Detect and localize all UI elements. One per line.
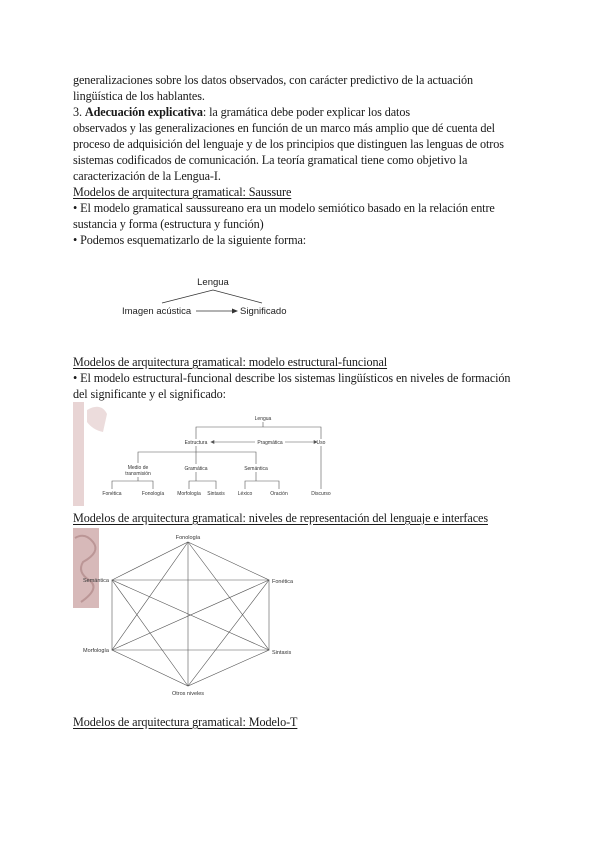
bullet-line: del significante y el significado: — [73, 387, 226, 401]
tree-node-uso: Uso — [316, 440, 326, 446]
level-label-semantica: Semántica — [83, 578, 109, 584]
level-label-fonologia: Fonología — [175, 535, 201, 541]
texture-strip — [73, 528, 99, 608]
item-3-line — [73, 104, 410, 120]
tree-edges — [112, 422, 321, 489]
texture-strip — [73, 402, 84, 506]
tree-node-estructura: Estructura — [184, 440, 208, 446]
bullet-line: • El modelo gramatical saussureano era un modelo semiótico basado en la relación entre — [73, 201, 495, 215]
arrow-head-icon — [232, 309, 238, 314]
section-heading-model-t: Modelos de arquitectura gramatical: Modelo-T — [73, 715, 298, 729]
tree-leaf-morfologia: Morfología — [177, 491, 201, 497]
tree-leaf-fonetica: Fonética — [102, 491, 122, 497]
tree-node-semantica: Semántica — [244, 466, 268, 472]
tree-node-pragmatica: Pragmática — [257, 440, 283, 446]
tree-node-lengua: Lengua — [254, 416, 272, 422]
bullet-line: sustancia y forma (estructura y función) — [73, 217, 264, 231]
paragraph-line: generalizaciones sobre los datos observados, con carácter predictivo de la actuación — [73, 73, 474, 87]
tree-leaf-oracion: Oración — [270, 491, 288, 497]
tree-leaf-fonologia: Fonología — [141, 491, 165, 497]
texture-mark — [87, 407, 107, 432]
section-heading-saussure: Modelos de arquitectura gramatical: Saussure — [73, 185, 292, 199]
hexagram-edges — [112, 542, 269, 686]
bullet-line: • Podemos esquematizarlo de la siguiente forma: — [73, 233, 307, 247]
section-heading-structural: Modelos de arquitectura gramatical: modelo estructural-funcional — [73, 355, 388, 369]
item-number: 3. — [73, 105, 85, 119]
tree-leaf-discurso: Discurso — [311, 491, 331, 497]
item-term: Adecuación explicativa — [84, 105, 203, 119]
tree-node-transmision: transmisión — [125, 471, 151, 477]
tree-leaf-sintaxis: Sintaxis — [207, 491, 225, 497]
diagram-label-lengua: Lengua — [197, 277, 229, 288]
item-text: : la gramática debe poder explicar los datos — [202, 105, 410, 119]
paragraph-line: sistemas codificados de comunicación. La teoría gramatical tiene como objetivo la — [73, 153, 468, 167]
diagram-branch-line — [162, 290, 262, 303]
level-label-otros: Otros niveles — [171, 691, 205, 697]
saussure-diagram — [110, 268, 310, 320]
level-label-sintaxis: Sintaxis — [272, 650, 292, 656]
bullet-line: • El modelo estructural-funcional describe los sistemas lingüísticos en niveles de formación — [73, 371, 511, 385]
paragraph-line: observados y las generalizaciones en función de un marco más amplio que dé cuenta del — [73, 121, 495, 135]
section-heading-levels: Modelos de arquitectura gramatical: niveles de representación del lenguaje e interfaces — [73, 511, 488, 525]
tree-leaf-lexico: Léxico — [237, 491, 253, 497]
paragraph-line: lingüística de los hablantes. — [73, 89, 205, 103]
level-label-morfologia: Morfología — [83, 648, 109, 654]
diagram-label-significado: Significado — [240, 306, 287, 317]
paragraph-line: caracterización de la Lengua-I. — [73, 169, 221, 183]
tree-node-gramatica: Gramática — [184, 466, 208, 472]
paragraph-line: proceso de adquisición del lenguaje y de los principios que distinguen las lenguas de otros — [73, 137, 504, 151]
structural-tree-diagram — [73, 402, 373, 508]
levels-hexagram-diagram — [73, 528, 313, 700]
level-label-fonetica: Fonética — [272, 579, 294, 585]
tree-node-medio: Medio de — [127, 465, 149, 471]
diagram-label-imagen: Imagen acústica — [122, 306, 192, 317]
